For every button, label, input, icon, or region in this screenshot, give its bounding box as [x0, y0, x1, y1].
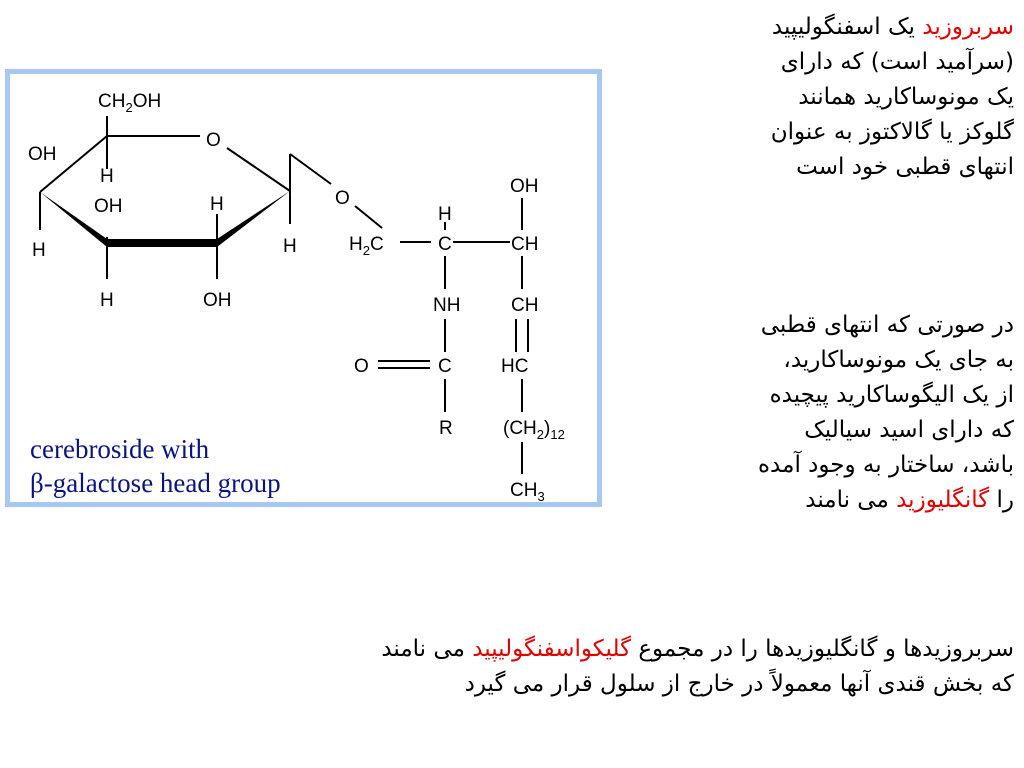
nh-label: NH [433, 295, 461, 316]
c4-h-label: H [32, 240, 46, 261]
paragraph-cerebroside [771, 10, 1014, 185]
c3-h-label: H [100, 290, 114, 311]
c-mid-label: C [438, 234, 452, 255]
highlight-term: گلیکواسفنگولیپید [472, 636, 632, 662]
carbonyl-o-label: O [354, 356, 369, 377]
carbonyl-c-label: C [438, 356, 452, 377]
chain-label: $(CH_2)_{12}$ [503, 418, 565, 442]
text-line: به جای یک مونوساکارید، [783, 347, 1014, 373]
paragraph-glycosphingolipid [381, 632, 1014, 702]
wedge-bond [217, 191, 290, 247]
text-line: سربروزید یک اسفنگولیپید [771, 14, 1014, 40]
highlight-term: سربروزید [922, 14, 1014, 40]
c2-h-label: H [210, 194, 224, 215]
text-line: را گانگلیوزید می نامند [805, 487, 1014, 513]
r-label: R [439, 418, 453, 439]
bond [355, 206, 382, 228]
c5-h-label: H [100, 166, 114, 187]
text-line: در صورتی که انتهای قطبی [760, 312, 1014, 338]
c3-oh-label: OH [94, 196, 123, 217]
ch2oh-label: $CH_2OH$ [98, 91, 162, 115]
text-line: از یک الیگوساکارید پیچیده [769, 382, 1014, 408]
h2c-label: $H_2C$ [349, 234, 384, 258]
caption-line-1: cerebroside with [30, 434, 210, 464]
glycosidic-oxygen-label: O [335, 188, 350, 209]
text-line: که دارای اسید سیالیک [804, 417, 1014, 443]
text-line: یک مونوساکارید همانند [798, 84, 1014, 110]
text-line: باشد، ساختار به وجود آمده [758, 452, 1014, 478]
bond [290, 154, 331, 184]
ch-top-label: CH [511, 234, 539, 255]
wedge-bond [107, 239, 217, 247]
text-line: گلوکز یا گالاکتوز به عنوان [770, 119, 1014, 145]
wedge-bonds [40, 191, 290, 247]
ch-2-label: CH [511, 295, 539, 316]
text-line: (سرآمید است) که دارای [780, 49, 1014, 75]
caption-line-2: β-galactose head group [30, 468, 281, 498]
figure-frame [5, 69, 602, 507]
paragraph-ganglioside [758, 308, 1014, 518]
hc-label: HC [501, 356, 529, 377]
c1-h-label: H [283, 236, 297, 257]
ch-top-oh-label: OH [510, 176, 539, 197]
ch3-label: $CH_3$ [510, 480, 545, 502]
figure-caption [30, 432, 281, 500]
text-line: که بخش قندی آنها معمولاً در خارج از سلول قرار می گیرد [464, 671, 1014, 697]
text-line: سربروزیدها و گانگلیوزیدها را در مجموع گلیکواسفنگولیپید می نامند [381, 636, 1014, 662]
highlight-term: گانگلیوزید [896, 487, 990, 513]
c-mid-h-label: H [438, 204, 452, 225]
c4-oh-label: OH [28, 144, 57, 165]
text-line: انتهای قطبی خود است [796, 154, 1014, 180]
ring-oxygen-label: O [206, 130, 221, 151]
c2-oh-label: OH [203, 290, 232, 311]
bond [227, 148, 290, 191]
